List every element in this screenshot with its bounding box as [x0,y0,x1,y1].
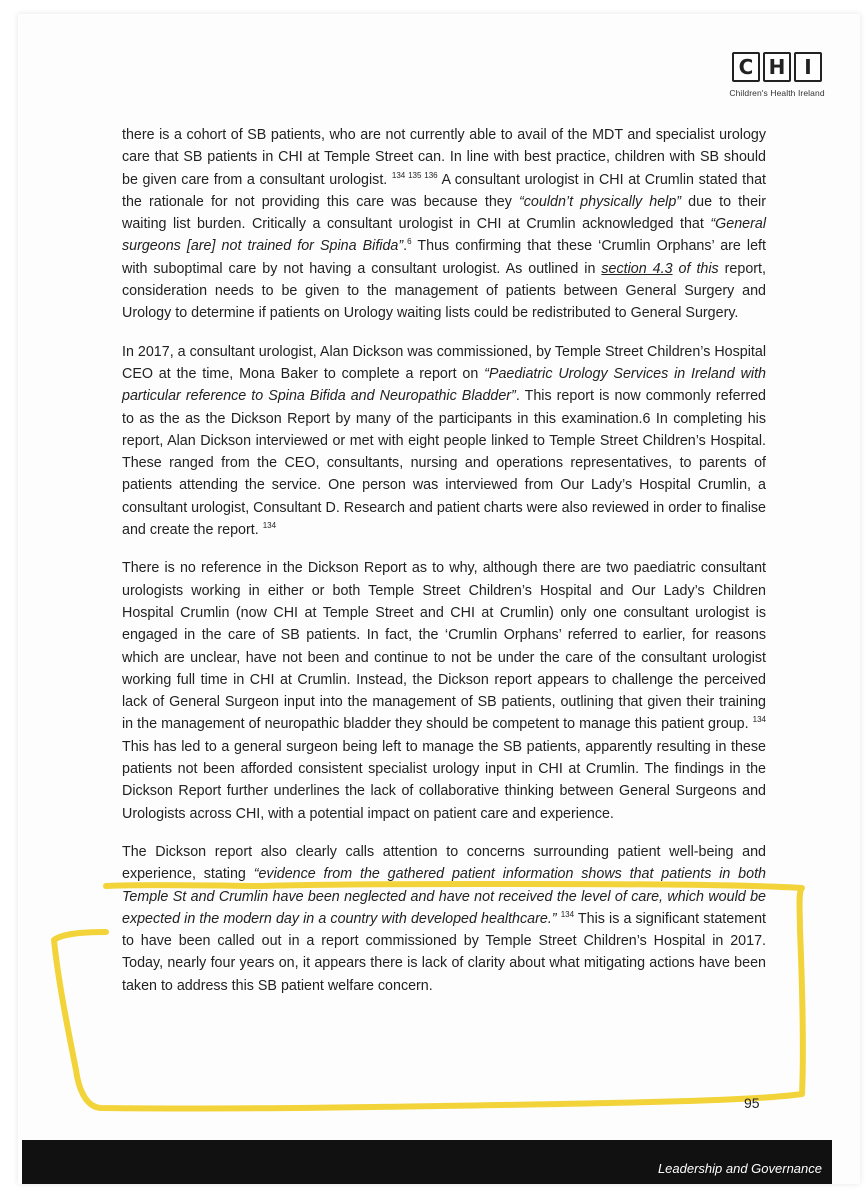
paragraph-text: In 2017, a consultant urologist, Alan Dickson was commissioned, by Temple Street Children’s Hospital CEO at the time, Mona Baker to complete a report on [122,343,766,382]
paragraph-text: there is a cohort of SB patients, who are not currently able to avail of the MDT and specialist urology care that SB patients in CHI at Temple Street can. In line with best practice, children with SB should be given care from a consultant urologist. [122,127,766,188]
footer-section-label: Leadership and Governance [657,1161,822,1176]
citation-superscript: 6 [407,237,412,247]
quoted-text: “General surgeons [are] not trained for Spina Bifida” [122,216,766,255]
quoted-text: “Paediatric Urology Services in Ireland with particular reference to Spina Bifida and Neuropathic Bladder” [122,365,766,405]
citation-superscript: 134 [262,521,277,531]
paragraph-text: A consultant urologist in CHI at Crumlin stated that the rationale for not providing this care was because they [122,171,766,210]
paragraph-text: . [403,238,408,255]
paragraph-text: This has led to a general surgeon being left to manage the SB patients, apparently resulting in these patients not been afforded consistent specialist urology input in CHI at Crumlin. The findings in the Dickson Report further underlines the lack of collaborative thinking between General Surgeons and Urologists across CHI, with a potential impact on patient care and experience. [122,738,766,822]
report-body [122,124,766,1013]
logo-letter: I [794,52,822,82]
paragraph-text: The Dickson report also clearly calls attention to concerns surrounding patient well-being and experience, stating [122,843,766,883]
paragraph [122,341,766,542]
paragraph-text: Thus confirming that these ‘Crumlin Orphans’ are left with suboptimal care by not having a consultant urologist. As outlined in [122,238,766,277]
quoted-text: “evidence from the gathered patient information shows that patients in both Temple St and Crumlin have been neglected and have not received the level of care, which would be expected in the modern day in a country with developed healthcare.” [122,866,767,927]
page-number: 95 [744,1095,760,1111]
citation-superscript: 134 [560,909,575,919]
paragraph [122,124,766,325]
logo-letter: C [732,52,760,82]
footer-bar [22,1140,832,1184]
paragraph-text: There is no reference in the Dickson Report as to why, although there are two paediatric consultant urologists working in either or both Temple Street Children’s Hospital and Our Lady’s Children Hospital Crumlin (now CHI at Temple Street and CHI at Crumlin) only one consultant urologist is engaged in the care of SB patients. In fact, the ‘Crumlin Orphans’ referred to earlier, for reasons which are unclear, have not been and continue to not be under the care of the consultant urologist working full time in CHI at Crumlin. Instead, the Dickson report appears to challenge the perceived lack of General Surgeon input into the management of SB patients, outlining that given their training in the management of neuropathic bladder they should be competent to manage this patient group. [122,560,766,733]
logo-letters [722,52,832,82]
paragraph-text: . This report is now commonly referred to as the as the Dickson Report by many of the participants in this examination.6 In completing his report, Alan Dickson interviewed or met with eight people linked to Temple Street Children’s Hospital. These ranged from the CEO, consultants, nursing and operations representatives, to parents of patients attending the service. One person was interviewed from Our Lady’s Hospital Crumlin, a consultant urologist, Consultant D. Research and patient charts were also reviewed in order to finalise and create the report. [122,388,766,539]
citation-superscript: 134 [752,715,766,725]
chi-logo [722,52,832,116]
paragraph [122,557,766,825]
citation-superscript: 134 135 136 [391,170,438,180]
quoted-text: “couldn’t physically help” [519,193,682,210]
logo-tagline: Children's Health Ireland [729,88,825,98]
quoted-text: of this [678,260,719,277]
paragraph-text: report, consideration needs to be given to the management of patients between General Surgery and Urology to determine if patients on Urology waiting lists could be redistributed to General Surgery. [122,260,766,322]
section-link[interactable]: section 4.3 [601,260,673,277]
paragraph-text: due to their waiting list burden. Critically a consultant urologist in CHI at Crumlin acknowledged that [122,193,766,233]
paragraph [122,841,766,997]
paragraph-text: This is a significant statement to have been called out in a report commissioned by Temple Street Children’s Hospital in 2017. Today, nearly four years on, it appears there is lack of clarity about what mitigating actions have been taken to address this SB patient welfare concern. [122,910,766,994]
logo-letter: H [763,52,791,82]
